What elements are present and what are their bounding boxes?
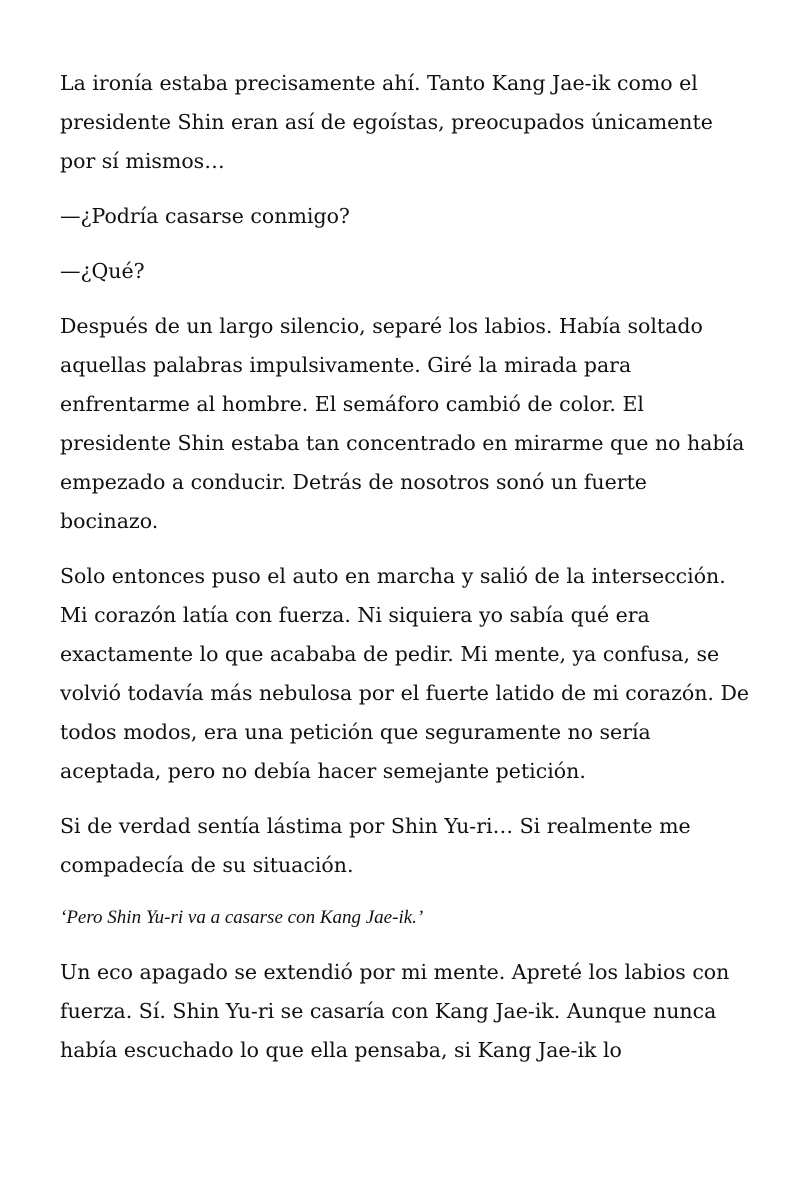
- reading-page: [60, 64, 750, 1086]
- paragraph: Solo entonces puso el auto en marcha y salió de la intersección. Mi corazón latía con fuerza. Ni siquiera yo sabía qué era exactamente lo que acababa de pedir. Mi mente, ya confusa, se volvió todavía más nebulosa por el fuerte latido de mi corazón. De todos modos, era una petición que seguramente no sería aceptada, pero no debía hacer semejante petición.: [60, 564, 750, 783]
- paragraph: Si de verdad sentía lástima por Shin Yu-ri… Si realmente me compadecía de su situación.: [60, 814, 691, 877]
- inner-thought: ‘Pero Shin Yu-ri va a casarse con Kang Jae-ik.’: [60, 907, 424, 928]
- paragraph: Un eco apagado se extendió por mi mente. Apreté los labios con fuerza. Sí. Shin Yu-ri se casaría con Kang Jae-ik. Aunque nunca había escuchado lo que ella pensaba, si Kang Jae-ik lo: [60, 960, 730, 1062]
- dialogue-line: —¿Podría casarse conmigo?: [60, 204, 350, 228]
- dialogue-line: —¿Qué?: [60, 259, 145, 283]
- paragraph: La ironía estaba precisamente ahí. Tanto Kang Jae-ik como el presidente Shin eran así de egoístas, preocupados únicamente por sí mismos…: [60, 71, 713, 173]
- paragraph: Después de un largo silencio, separé los labios. Había soltado aquellas palabras impulsivamente. Giré la mirada para enfrentarme al hombre. El semáforo cambió de color. El presidente Shin estaba tan concentrado en mirarme que no había empezado a conducir. Detrás de nosotros sonó un fuerte bocinazo.: [60, 314, 745, 533]
